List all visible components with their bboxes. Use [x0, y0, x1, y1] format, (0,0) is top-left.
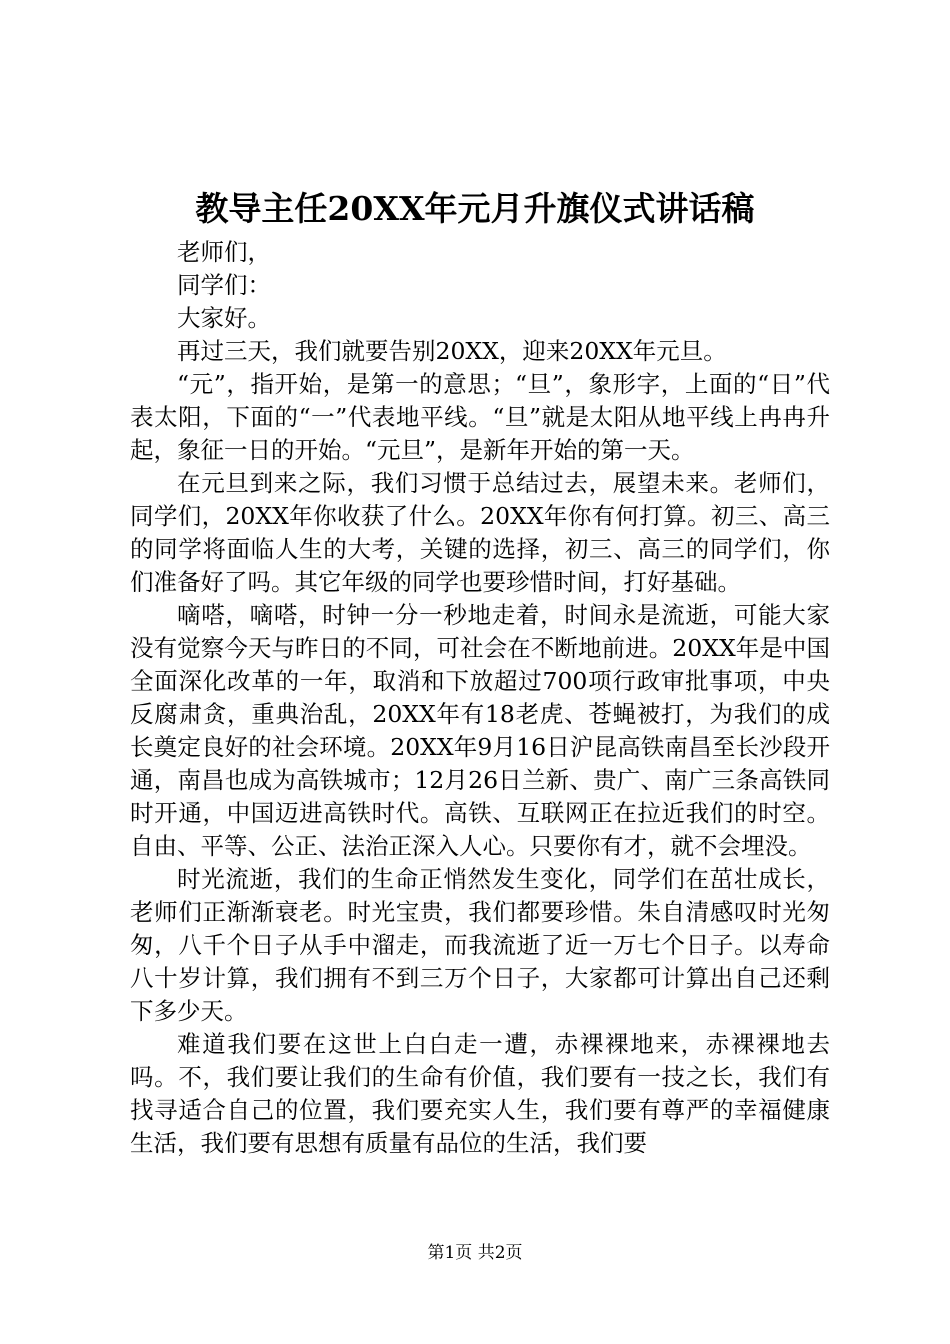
document-title: 教导主任20XX年元月升旗仪式讲话稿 — [195, 189, 755, 228]
document-body — [130, 236, 830, 1160]
paragraph: 再过三天，我们就要告别20XX，迎来20XX年元旦。 — [177, 337, 727, 365]
paragraph: 在元旦到来之际，我们习惯于总结过去，展望未来。老师们，同学们，20XX年你收获了什么。20XX年你有何打算。初三、高三的同学将面临人生的大考，关键的选择，初三、高三的同学们，你们准备好了吗。其它年级的同学也要珍惜时间，打好基础。 — [130, 469, 830, 596]
page-footer: 第1页 共2页 — [427, 1243, 523, 1263]
paragraph: 老师们， — [177, 238, 271, 266]
paragraph: 难道我们要在这世上白白走一遭，赤裸裸地来，赤裸裸地去吗。不，我们要让我们的生命有价值，我们要有一技之长，我们有找寻适合自己的位置，我们要充实人生，我们要有尊严的幸福健康生活，我们要有思想有质量有品位的生活，我们要 — [130, 1030, 830, 1157]
paragraph: “元”，指开始，是第一的意思；“旦”，象形字，上面的“日”代表太阳，下面的“一”代表地平线。“旦”就是太阳从地平线上冉冉升起，象征一日的开始。“元旦”，是新年开始的第一天。 — [130, 370, 830, 464]
paragraph: 同学们： — [177, 271, 271, 299]
paragraph: 时光流逝，我们的生命正悄然发生变化，同学们在茁壮成长，老师们正渐渐衰老。时光宝贵，我们都要珍惜。朱自清感叹时光匆匆，八千个日子从手中溜走，而我流逝了近一万七个日子。以寿命八十岁计算，我们拥有不到三万个日子，大家都可计算出自己还剩下多少天。 — [130, 865, 830, 1025]
paragraph: 大家好。 — [177, 304, 271, 332]
paragraph: 嘀嗒，嘀嗒，时钟一分一秒地走着，时间永是流逝，可能大家没有觉察今天与昨日的不同，可社会在不断地前进。20XX年是中国全面深化改革的一年，取消和下放超过700项行政审批事项，中央反腐肃贪，重典治乱，20XX年有18老虎、苍蝇被打，为我们的成长奠定良好的社会环境。20XX年9月16日沪昆高铁南昌至长沙段开通，南昌也成为高铁城市；12月26日兰新、贵广、南广三条高铁同时开通，中国迈进高铁时代。高铁、互联网正在拉近我们的时空。自由、平等、公正、法治正深入人心。只要你有才，就不会埋没。 — [130, 601, 830, 860]
